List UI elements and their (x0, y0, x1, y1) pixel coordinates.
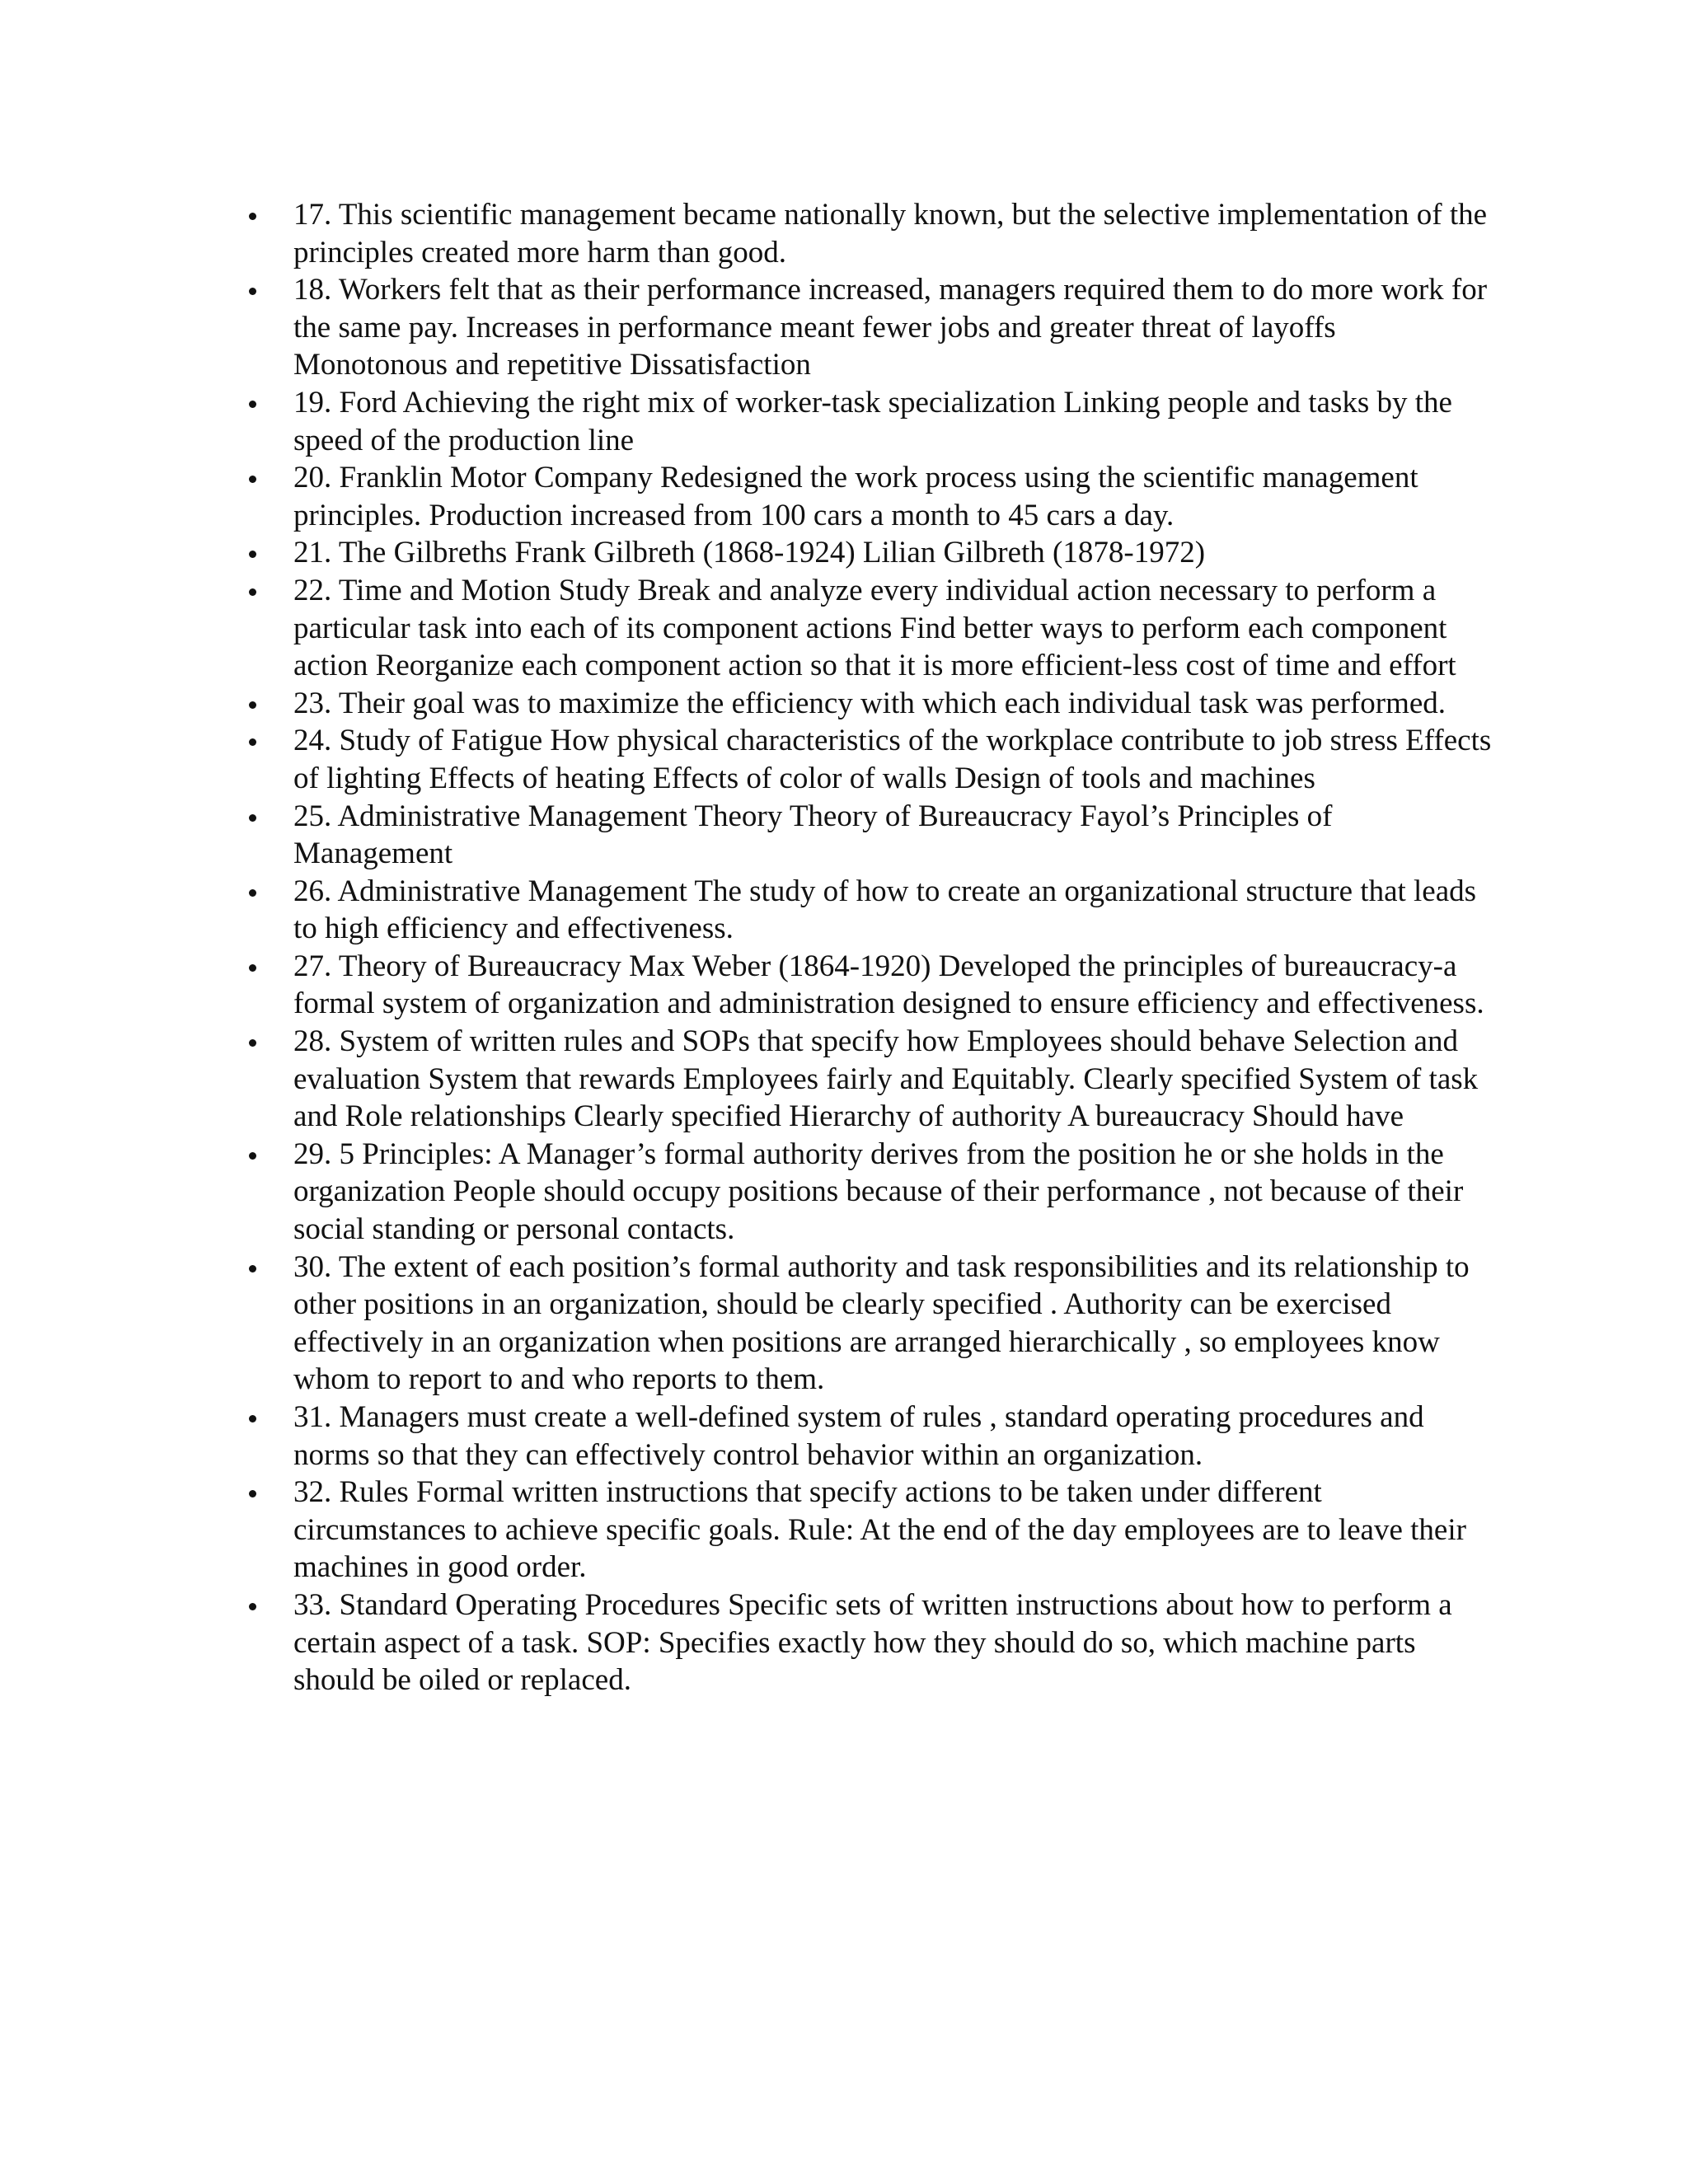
bullet-icon (249, 551, 256, 558)
list-item (239, 572, 1492, 685)
bullet-icon (249, 213, 256, 220)
bullet-icon (249, 1490, 256, 1497)
list-item-text: 22. Time and Motion Study Break and analyze every individual action necessary to perform a particular task into each of its component actions Find better ways to perform each component action Reorganize each component action so that it is more efficient-less cost of time and effort (293, 573, 1456, 683)
list-item-text: 26. Administrative Management The study of how to create an organizational structure that leads to high efficiency and effectiveness. (293, 874, 1477, 946)
list-item (239, 873, 1492, 948)
list-item (239, 459, 1492, 534)
list-item-text: 33. Standard Operating Procedures Specific sets of written instructions about how to perform a certain aspect of a task. SOP: Specifies exactly how they should do so, which machine parts should be oiled or replaced. (293, 1587, 1452, 1698)
bullet-icon (249, 814, 256, 822)
bullet-icon (249, 1265, 256, 1272)
list-item (239, 1249, 1492, 1399)
list-item (239, 1474, 1492, 1586)
bullet-icon (249, 1039, 256, 1047)
list-item-text: 28. System of written rules and SOPs that specify how Employees should behave Selection and evaluation System that rewards Employees fairly and Equitably. Clearly specified System of task and Role relationships Clearly specified Hierarchy of authority A bureaucracy Should have (293, 1024, 1479, 1134)
bullet-icon (249, 401, 256, 408)
bullet-icon (249, 588, 256, 596)
list-item-text: 32. Rules Formal written instructions that specify actions to be taken under different circumstances to achieve specific goals. Rule: At the end of the day employees are to leave their machines in good order. (293, 1475, 1466, 1585)
list-item (239, 1023, 1492, 1136)
list-item (239, 384, 1492, 459)
bullet-icon (249, 964, 256, 972)
list-item (239, 722, 1492, 797)
list-item-text: 18. Workers felt that as their performance increased, managers required them to do more work for the same pay. Increases in performance meant fewer jobs and greater threat of layoffs Monotonous and repetitive Dissatisfaction (293, 273, 1488, 382)
list-item (239, 948, 1492, 1023)
bullet-icon (249, 1152, 256, 1160)
bullet-icon (249, 476, 256, 483)
list-item (239, 1136, 1492, 1249)
list-item (239, 196, 1492, 271)
list-item-text: 25. Administrative Management Theory Theory of Bureaucracy Fayol’s Principles of Management (293, 799, 1333, 871)
list-item-text: 20. Franklin Motor Company Redesigned the work process using the scientific management principles. Production increased from 100 cars a month to 45 cars a day. (293, 461, 1418, 532)
list-item-text: 31. Managers must create a well-defined system of rules , standard operating procedures and norms so that they can effectively control behavior within an organization. (293, 1400, 1424, 1472)
bullet-icon (249, 701, 256, 709)
bullet-icon (249, 738, 256, 746)
bullet-icon (249, 288, 256, 295)
list-item-text: 23. Their goal was to maximize the efficiency with which each individual task was performed. (293, 686, 1447, 720)
bullet-icon (249, 889, 256, 897)
bullet-list (239, 196, 1492, 1699)
list-item (239, 534, 1492, 572)
list-item (239, 798, 1492, 873)
bullet-icon (249, 1415, 256, 1422)
list-item-text: 19. Ford Achieving the right mix of worker-task specialization Linking people and tasks by the speed of the production line (293, 385, 1452, 457)
list-item (239, 271, 1492, 384)
list-item-text: 30. The extent of each position’s formal authority and task responsibilities and its relationship to other positions in an organization, should be clearly specified . Authority can be exercised effectively in an organization when positions are arranged hierarchically , so employees know whom to report to and who reports to them. (293, 1249, 1470, 1397)
bullet-icon (249, 1603, 256, 1610)
list-item-text: 27. Theory of Bureaucracy Max Weber (1864-1920) Developed the principles of bureaucracy-a formal system of organization and administration designed to ensure efficiency and effectiveness. (293, 949, 1484, 1021)
list-item (239, 1586, 1492, 1699)
list-item (239, 1399, 1492, 1474)
list-item (239, 685, 1492, 723)
list-item-text: 17. This scientific management became nationally known, but the selective implementation of the principles created more harm than good. (293, 198, 1488, 269)
list-item-text: 21. The Gilbreths Frank Gilbreth (1868-1924) Lilian Gilbreth (1878-1972) (293, 536, 1206, 570)
list-item-text: 29. 5 Principles: A Manager’s formal authority derives from the position he or she holds in the organization People should occupy positions because of their performance , not because of their social standing or personal contacts. (293, 1137, 1464, 1247)
list-item-text: 24. Study of Fatigue How physical characteristics of the workplace contribute to job stress Effects of lighting Effects of heating Effects of color of walls Design of tools and machines (293, 724, 1492, 795)
